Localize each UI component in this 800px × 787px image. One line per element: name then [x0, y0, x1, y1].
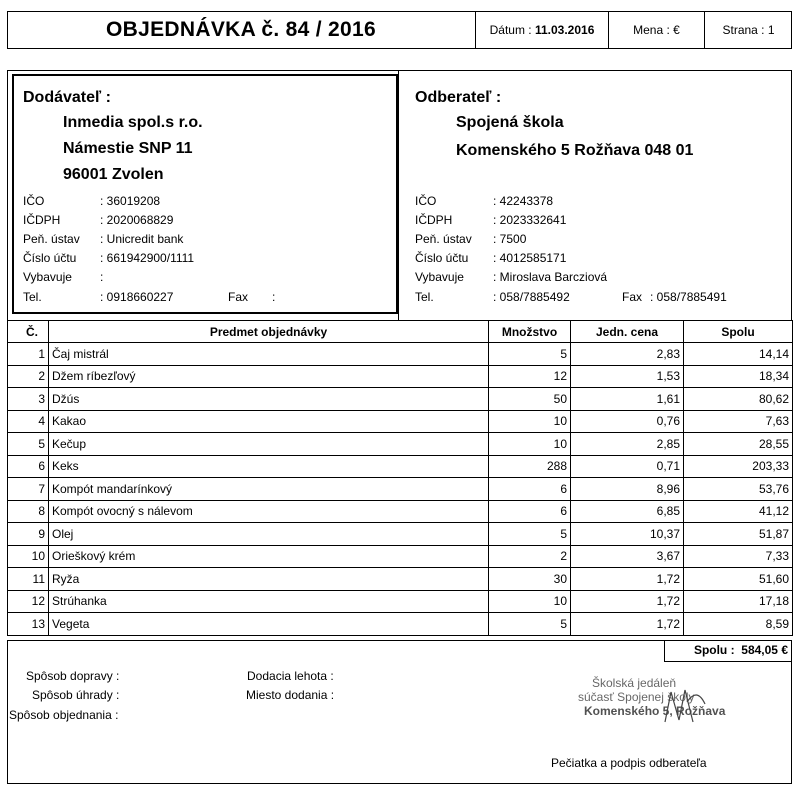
row-total: 7,63	[684, 410, 793, 433]
row-total: 203,33	[684, 455, 793, 478]
supplier-name: Inmedia spol.s r.o.	[63, 114, 203, 131]
customer-street: Komenského 5 Rožňava 048 01	[456, 142, 694, 159]
row-quantity: 288	[489, 455, 571, 478]
row-total: 28,55	[684, 433, 793, 456]
supplier-heading: Dodávateľ :	[23, 89, 111, 106]
row-unit-price: 1,72	[571, 568, 684, 591]
row-item-name: Orieškový krém	[49, 545, 489, 568]
table-row	[8, 478, 793, 501]
row-item-name: Vegeta	[49, 613, 489, 636]
row-item-name: Strúhanka	[49, 590, 489, 613]
order-items-table	[7, 320, 793, 636]
supplier-ico-label: IČO	[23, 194, 45, 208]
table-row	[8, 433, 793, 456]
supplier-account-value: : 661942900/1111	[100, 251, 195, 265]
row-item-name: Džem ríbezľový	[49, 365, 489, 388]
row-unit-price: 1,53	[571, 365, 684, 388]
row-unit-price: 2,83	[571, 343, 684, 366]
row-item-name: Kečup	[49, 433, 489, 456]
table-row	[8, 523, 793, 546]
table-row	[8, 410, 793, 433]
col-header-item: Predmet objednávky	[49, 321, 489, 343]
supplier-fax-label: Fax	[228, 290, 249, 304]
sum-label: Spolu :	[693, 643, 735, 657]
table-header-row	[8, 321, 793, 343]
customer-bank-value: : 7500	[493, 232, 527, 246]
row-total: 8,59	[684, 613, 793, 636]
row-total: 7,33	[684, 545, 793, 568]
row-item-name: Kakao	[49, 410, 489, 433]
customer-tel-label: Tel.	[415, 290, 434, 304]
col-header-number: Č.	[8, 321, 49, 343]
row-unit-price: 0,76	[571, 410, 684, 433]
row-number: 10	[8, 545, 49, 568]
row-unit-price: 3,67	[571, 545, 684, 568]
customer-account-value: : 4012585171	[493, 251, 567, 265]
customer-fax-value: : 058/7885491	[650, 290, 727, 304]
row-total: 51,87	[684, 523, 793, 546]
signature-scribble	[657, 682, 717, 732]
row-unit-price: 0,71	[571, 455, 684, 478]
row-number: 7	[8, 478, 49, 501]
row-unit-price: 6,85	[571, 500, 684, 523]
customer-contact-label: Vybavuje	[415, 270, 464, 284]
table-row	[8, 568, 793, 591]
sum-field	[664, 643, 788, 657]
customer-bank-label: Peň. ústav	[415, 232, 472, 246]
row-total: 41,12	[684, 500, 793, 523]
customer-ico-value: : 42243378	[493, 194, 554, 208]
row-number: 6	[8, 455, 49, 478]
row-quantity: 2	[489, 545, 571, 568]
row-number: 3	[8, 388, 49, 411]
row-total: 53,76	[684, 478, 793, 501]
table-row	[8, 343, 793, 366]
row-number: 13	[8, 613, 49, 636]
supplier-bank-value: : Unicredit bank	[100, 232, 184, 246]
row-unit-price: 1,72	[571, 590, 684, 613]
row-quantity: 6	[489, 500, 571, 523]
stamp-caption: Pečiatka a podpis odberateľa	[551, 756, 707, 770]
supplier-contact-label: Vybavuje	[23, 270, 72, 284]
delivery-place-label: Miesto dodania :	[246, 688, 335, 702]
row-total: 14,14	[684, 343, 793, 366]
row-number: 5	[8, 433, 49, 456]
table-row	[8, 500, 793, 523]
row-quantity: 30	[489, 568, 571, 591]
row-total: 18,34	[684, 365, 793, 388]
table-row	[8, 365, 793, 388]
customer-tel-value: : 058/7885492	[493, 290, 570, 304]
row-number: 8	[8, 500, 49, 523]
delivery-term-label: Dodacia lehota :	[247, 669, 334, 683]
order-method-label: Spôsob objednania :	[9, 708, 119, 722]
row-unit-price: 1,72	[571, 613, 684, 636]
row-unit-price: 2,85	[571, 433, 684, 456]
row-number: 12	[8, 590, 49, 613]
row-total: 17,18	[684, 590, 793, 613]
supplier-city: 96001 Zvolen	[63, 166, 164, 183]
sum-value: 584,05 €	[741, 643, 788, 657]
supplier-tel-value: : 0918660227	[100, 290, 174, 304]
row-number: 2	[8, 365, 49, 388]
customer-icdph-value: : 2023332641	[493, 213, 567, 227]
currency-field: Mena : €	[633, 23, 680, 37]
stamp-line-2: súčasť Spojenej školy	[578, 690, 695, 704]
row-unit-price: 8,96	[571, 478, 684, 501]
customer-account-label: Číslo účtu	[415, 251, 469, 265]
page-field: Strana : 1	[722, 23, 775, 37]
row-total: 51,60	[684, 568, 793, 591]
row-quantity: 10	[489, 433, 571, 456]
col-header-unit-price: Jedn. cena	[571, 321, 684, 343]
row-quantity: 5	[489, 613, 571, 636]
date-value: 11.03.2016	[534, 23, 595, 37]
supplier-ico-value: : 36019208	[100, 194, 161, 208]
col-header-total: Spolu	[684, 321, 793, 343]
stamp-line-3: Komenského 5, Rožňava	[584, 704, 726, 718]
customer-ico-label: IČO	[415, 194, 437, 208]
row-quantity: 10	[489, 410, 571, 433]
row-quantity: 6	[489, 478, 571, 501]
row-number: 4	[8, 410, 49, 433]
date-field	[476, 12, 608, 48]
row-item-name: Keks	[49, 455, 489, 478]
customer-heading: Odberateľ :	[415, 89, 502, 106]
supplier-icdph-value: : 2020068829	[100, 213, 174, 227]
supplier-bank-label: Peň. ústav	[23, 232, 80, 246]
customer-fax-label: Fax	[622, 290, 643, 304]
row-number: 9	[8, 523, 49, 546]
supplier-fax-value: :	[272, 290, 276, 304]
supplier-street: Námestie SNP 11	[63, 140, 193, 157]
supplier-tel-label: Tel.	[23, 290, 42, 304]
customer-contact-value: : Miroslava Barcziová	[493, 270, 608, 284]
table-row	[8, 455, 793, 478]
row-number: 11	[8, 568, 49, 591]
table-row	[8, 388, 793, 411]
row-item-name: Kompót ovocný s nálevom	[49, 500, 489, 523]
date-label: Dátum :	[489, 23, 535, 37]
stamp-line-1: Školská jedáleň	[592, 676, 677, 690]
row-number: 1	[8, 343, 49, 366]
row-quantity: 50	[489, 388, 571, 411]
row-quantity: 5	[489, 523, 571, 546]
row-unit-price: 1,61	[571, 388, 684, 411]
col-header-quantity: Množstvo	[489, 321, 571, 343]
customer-name: Spojená škola	[456, 114, 564, 131]
parties-divider	[398, 70, 399, 321]
payment-label: Spôsob úhrady :	[32, 688, 120, 702]
customer-icdph-label: IČDPH	[415, 213, 453, 227]
transport-label: Spôsob dopravy :	[26, 669, 120, 683]
row-item-name: Olej	[49, 523, 489, 546]
document-title: OBJEDNÁVKA č. 84 / 2016	[106, 18, 376, 41]
row-item-name: Džús	[49, 388, 489, 411]
row-quantity: 12	[489, 365, 571, 388]
row-item-name: Čaj mistrál	[49, 343, 489, 366]
table-row	[8, 613, 793, 636]
row-quantity: 10	[489, 590, 571, 613]
row-quantity: 5	[489, 343, 571, 366]
supplier-account-label: Číslo účtu	[23, 251, 77, 265]
row-unit-price: 10,37	[571, 523, 684, 546]
supplier-icdph-label: IČDPH	[23, 213, 61, 227]
row-item-name: Ryža	[49, 568, 489, 591]
table-row	[8, 590, 793, 613]
row-total: 80,62	[684, 388, 793, 411]
row-item-name: Kompót mandarínkový	[49, 478, 489, 501]
table-row	[8, 545, 793, 568]
supplier-contact-value: :	[100, 270, 104, 284]
